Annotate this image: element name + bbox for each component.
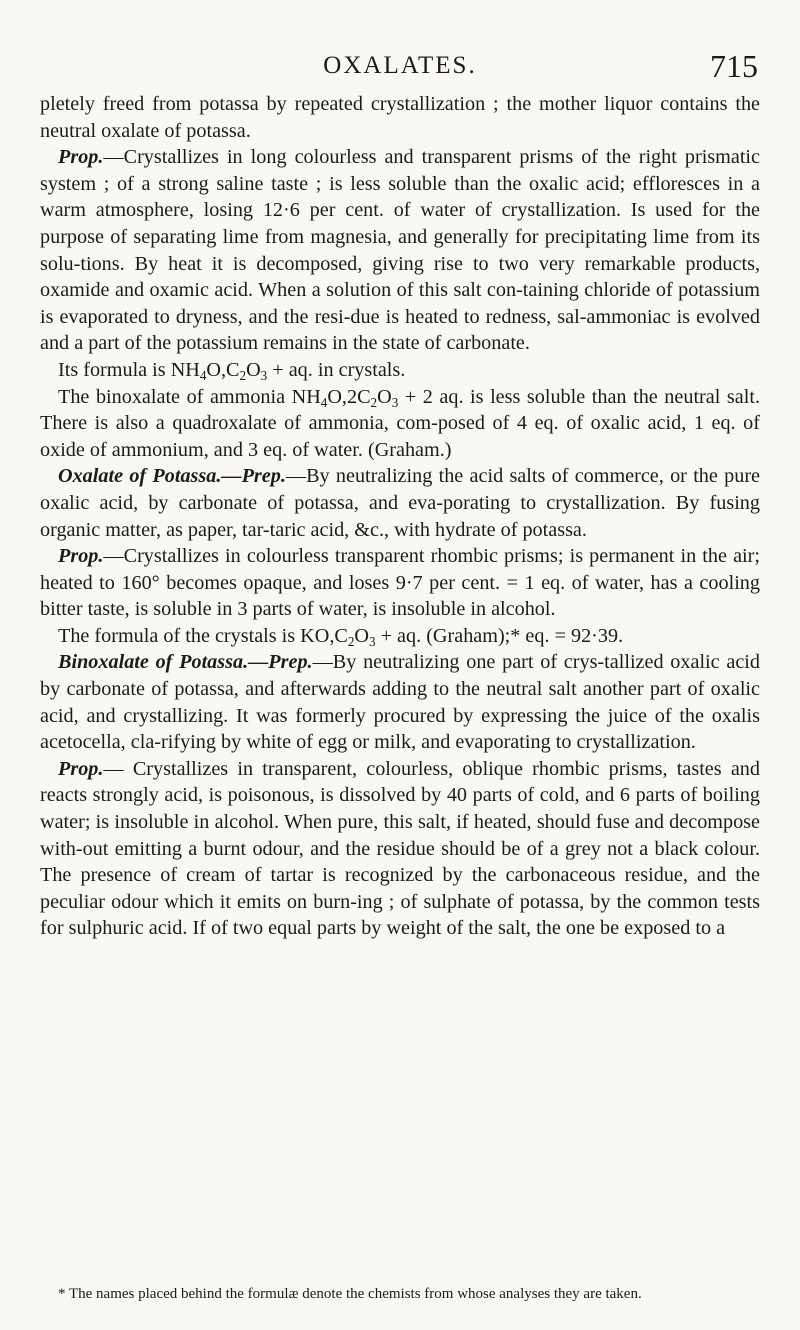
paragraph: Prop.—Crystallizes in colourless transparent rhombic prisms; is permanent in the air; heated to 160° becomes opaque, and loses 9·7 per cent. = 1 eq. of water, has a cooling bitter taste, is soluble in 3 parts of water, is insoluble in alcohol. — [40, 545, 760, 621]
body-text — [40, 91, 760, 942]
page-header — [40, 48, 760, 88]
paragraph: Prop.—Crystallizes in long colourless and transparent prisms of the right prismatic system ; of a strong saline taste ; is less soluble than the oxalic acid; effloresces in a warm atmosphere, losing 12·6 per cent. of water of crystallization. Is used for the purpose of separating lime from magnesia, and generally for precipitating lime from its solu-tions. By heat it is decomposed, giving rise to two very remarkable products, oxamide and oxamic acid. When a solution of this salt con-taining chloride of potassium is evaporated to dryness, and the resi-due is heated to redness, sal-ammoniac is evolved and a part of the potassium remains in the state of carbonate. — [40, 146, 760, 355]
italic-heading: Prop. — [58, 757, 104, 780]
footnote: * The names placed behind the formulæ denote the chemists from whose analyses they are taken. — [58, 1286, 642, 1302]
formula-paragraph: The binoxalate of ammonia $NH_4O,2C_2O_3 + 2$ aq. is less soluble than the neutral salt. There is also a quadroxalate of ammonia, com-posed of 4 eq. of oxalic acid, 1 eq. of oxide of ammonium, and 3 eq. of water. (Graham.) — [40, 385, 760, 461]
italic-heading: Prop. — [58, 146, 104, 169]
paragraph: Oxalate of Potassa.—Prep.—By neutralizing the acid salts of commerce, or the pure oxalic acid, by carbonate of potassa, and eva-porating to crystallization. By fusing organic matter, as paper, tar-taric acid, &c., with hydrate of potassa. — [40, 465, 761, 541]
paragraph: Binoxalate of Potassa.—Prep.—By neutralizing one part of crys-tallized oxalic acid by carbonate of potassa, and afterwards adding to the neutral salt another part of oxalic acid, and crystallizing. It was formerly procured by expressing the juice of the oxalis acetocella, cla-rifying by white of egg or milk, and evaporating to crystallization. — [40, 651, 760, 754]
paragraph: pletely freed from potassa by repeated crystallization ; the mother liquor contains the neutral oxalate of potassa. — [40, 93, 760, 142]
italic-heading: Prop. — [58, 545, 104, 568]
italic-heading: Oxalate of Potassa.—Prep. — [58, 465, 286, 488]
paragraph: Prop.— Crystallizes in transparent, colourless, oblique rhombic prisms, tastes and reacts strongly acid, is poisonous, is dissolved by 40 parts of cold, and 6 parts of boiling water; is insoluble in alcohol. When pure, this salt, if heated, should fuse and decompose with-out emitting a burnt odour, and the residue should be of a grey not a black colour. The presence of cream of tartar is recognized by the carbonaceous residue, and the peculiar odour which it emits on burn-ing ; of sulphate of potassa, by the common tests for sulphuric acid. If of two equal parts by weight of the salt, the one be exposed to a — [40, 757, 760, 940]
italic-heading: Binoxalate of Potassa.—Prep. — [58, 651, 313, 674]
formula-paragraph: The formula of the crystals is $KO,C_2O_3$ + aq. (Graham);* eq. = 92·39. — [58, 624, 624, 649]
running-title: OXALATES. — [323, 52, 477, 79]
formula-paragraph: Its formula is $NH_4O,C_2O_3$ + aq. in crystals. — [58, 358, 406, 383]
page-number: 715 — [710, 48, 758, 84]
